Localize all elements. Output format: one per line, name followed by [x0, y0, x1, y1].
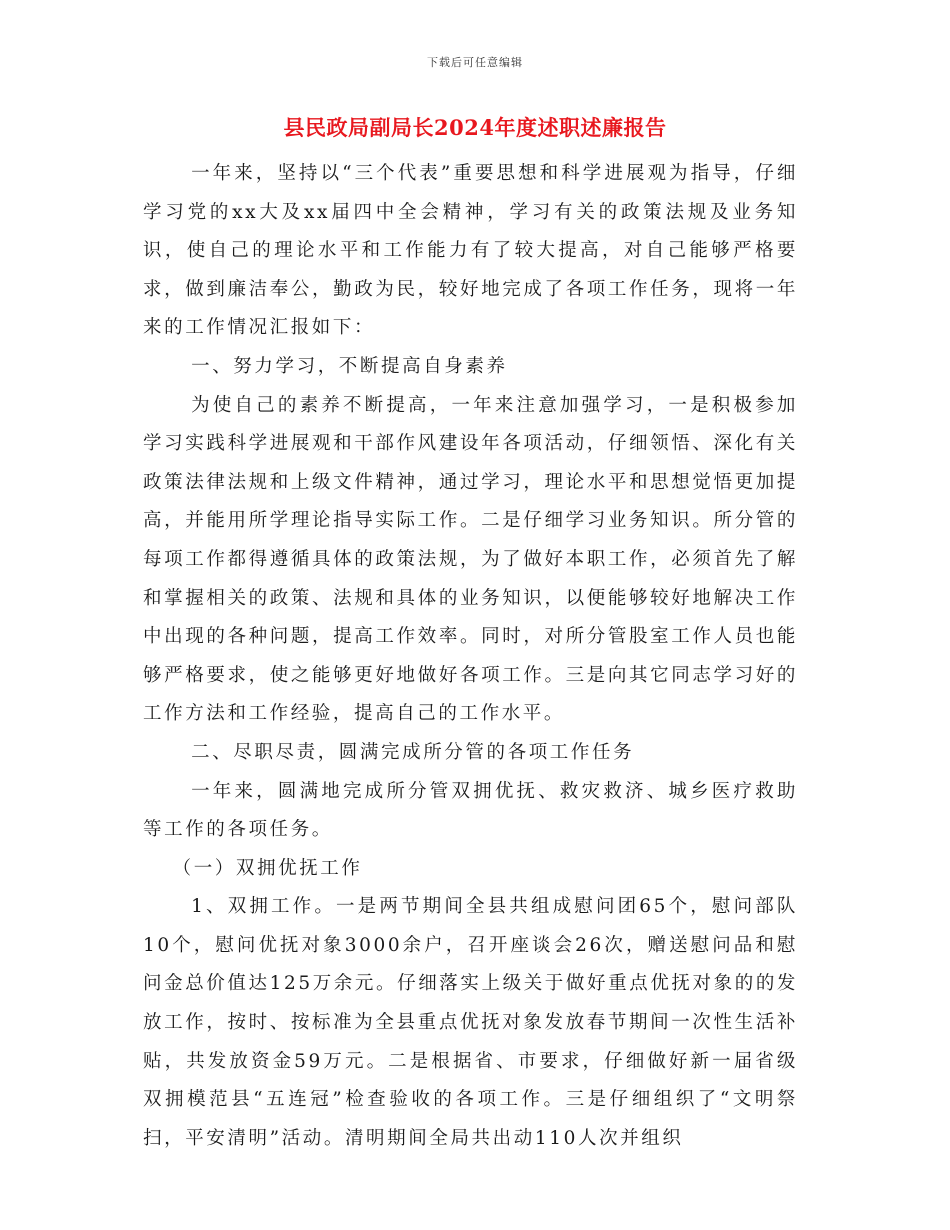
- document-body: [143, 155, 798, 1158]
- paragraph-study: 为使自己的素养不断提高，一年来注意加强学习，一是积极参加学习实践科学进展观和干部作风建设年各项活动，仔细领悟、深化有关政策法律法规和上级文件精神，通过学习，理论水平和思想觉悟更加提高，并能用所学理论指导实际工作。二是仔细学习业务知识。所分管的每项工作都得遵循具体的政策法规，为了做好本职工作，必须首先了解和掌握相关的政策、法规和具体的业务知识，以便能够较好地解决工作中出现的各种问题，提高工作效率。同时，对所分管股室工作人员也能够严格要求，使之能够更好地做好各项工作。三是向其它同志学习好的工作方法和工作经验，提高自己的工作水平。: [143, 394, 798, 725]
- document-title: 县民政局副局长2024年度述职述廉报告: [283, 115, 667, 140]
- paragraph-intro: 一年来，坚持以“三个代表”重要思想和科学进展观为指导，仔细学习党的xx大及xx届四中全会精神，学习有关的政策法规及业务知识，使自己的理论水平和工作能力有了较大提高，对自己能够严格要求，做到廉洁奉公，勤政为民，较好地完成了各项工作任务，现将一年来的工作情况汇报如下：: [143, 163, 798, 339]
- section-heading-2: 二、尽职尽责，圆满完成所分管的各项工作任务: [191, 741, 635, 763]
- header-note: 下载后可任意编辑: [427, 56, 523, 69]
- paragraph-double-support: 1、双拥工作。一是两节期间全县共组成慰问团65个，慰问部队10个，慰问优抚对象3000余户，召开座谈会26次，赠送慰问品和慰问金总价值达125万余元。仔细落实上级关于做好重点优抚对象的的发放工作，按时、按标准为全县重点优抚对象发放春节期间一次性生活补贴，共发放资金59万元。二是根据省、市要求，仔细做好新一届省级双拥模范县“五连冠”检查验收的各项工作。三是仔细组织了“文明祭扫，平安清明”活动。清明期间全局共出动110人次并组织: [143, 896, 799, 1149]
- subsection-heading-1: （一）双拥优抚工作: [172, 857, 363, 879]
- section-heading-1: 一、努力学习，不断提高自身素养: [191, 355, 508, 377]
- paragraph-summary: 一年来，圆满地完成所分管双拥优抚、救灾救济、城乡医疗救助等工作的各项任务。: [143, 780, 798, 841]
